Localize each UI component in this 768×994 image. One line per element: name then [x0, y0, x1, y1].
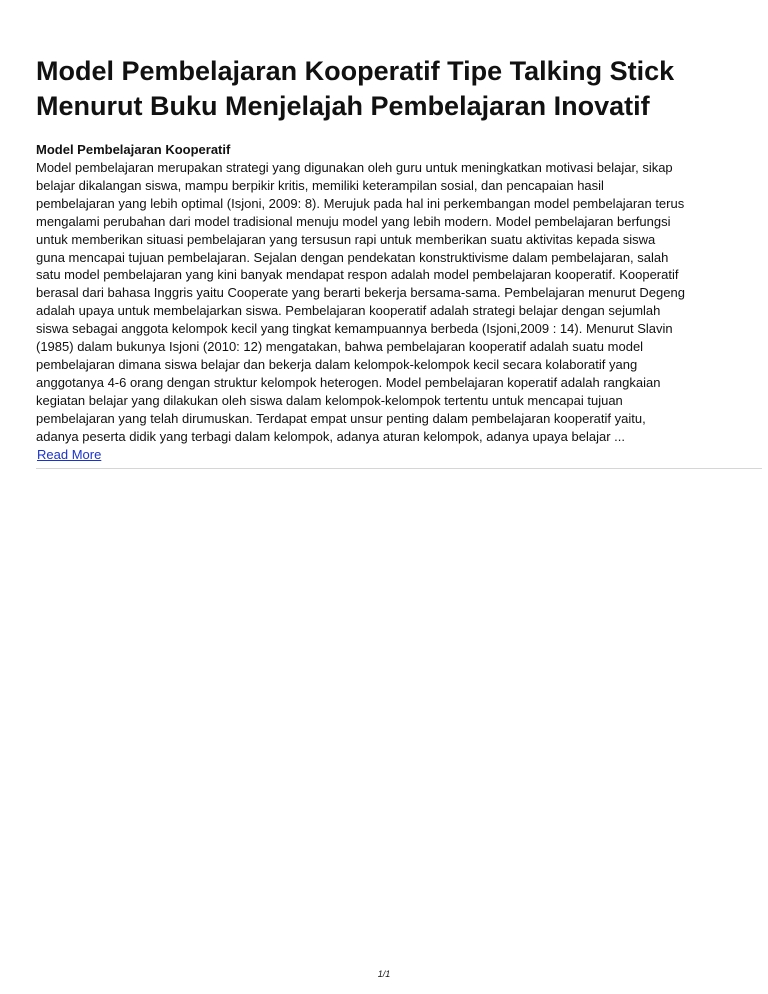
- article: [36, 54, 762, 469]
- article-body: Model pembelajaran merupakan strategi yang digunakan oleh guru untuk meningkatkan motivasi belajar, sikap belajar dikalangan siswa, mampu berpikir kritis, memiliki keterampilan sosial, dan pencapaian hasil pembelajaran yang lebih optimal (Isjoni, 2009: 8). Merujuk pada hal ini perkembangan model pembelajaran terus mengalami perubahan dari model tradisional menuju model yang lebih modern. Model pembelajaran berfungsi untuk memberikan situasi pembelajaran yang tersusun rapi untuk memberikan suatu aktivitas kepada siswa guna mencapai tujuan pembelajaran. Sejalan dengan pendekatan konstruktivisme dalam pembelajaran, salah satu model pembelajaran yang kini banyak mendapat respon adalah model pembelajaran kooperatif. Kooperatif berasal dari bahasa Inggris yaitu Cooperate yang berarti bekerja bersama-sama. Pembelajaran menurut Degeng adalah upaya untuk membelajarkan siswa. Pembelajaran kooperatif adalah strategi belajar dengan sejumlah siswa sebagai anggota kelompok kecil yang tingkat kemampuannya berbeda (Isjoni,2009 : 14). Menurut Slavin (1985) dalam bukunya Isjoni (2010: 12) mengatakan, bahwa pembelajaran kooperatif adalah suatu model pembelajaran dimana siswa belajar dan bekerja dalam kelompok-kelompok kecil secara kolaboratif yang anggotanya 4-6 orang dengan struktur kelompok heterogen. Model pembelajaran koperatif adalah rangkaian kegiatan belajar yang dilakukan oleh siswa dalam kelompok-kelompok tertentu untuk mencapai tujuan pembelajaran yang telah dirumuskan. Terdapat empat unsur penting dalam pembelajaran kooperatif yaitu, adanya peserta didik yang terbagi dalam kelompok, adanya aturan kelompok, adanya upaya belajar ...: [36, 160, 685, 444]
- divider: [36, 468, 762, 469]
- read-more-link[interactable]: Read More: [37, 446, 102, 462]
- section-heading: Model Pembelajaran Kooperatif: [36, 142, 231, 157]
- page-number: 1/1: [377, 969, 391, 979]
- page-title: Model Pembelajaran Kooperatif Tipe Talking Stick Menurut Buku Menjelajah Pembelajaran Inovatif: [36, 56, 675, 121]
